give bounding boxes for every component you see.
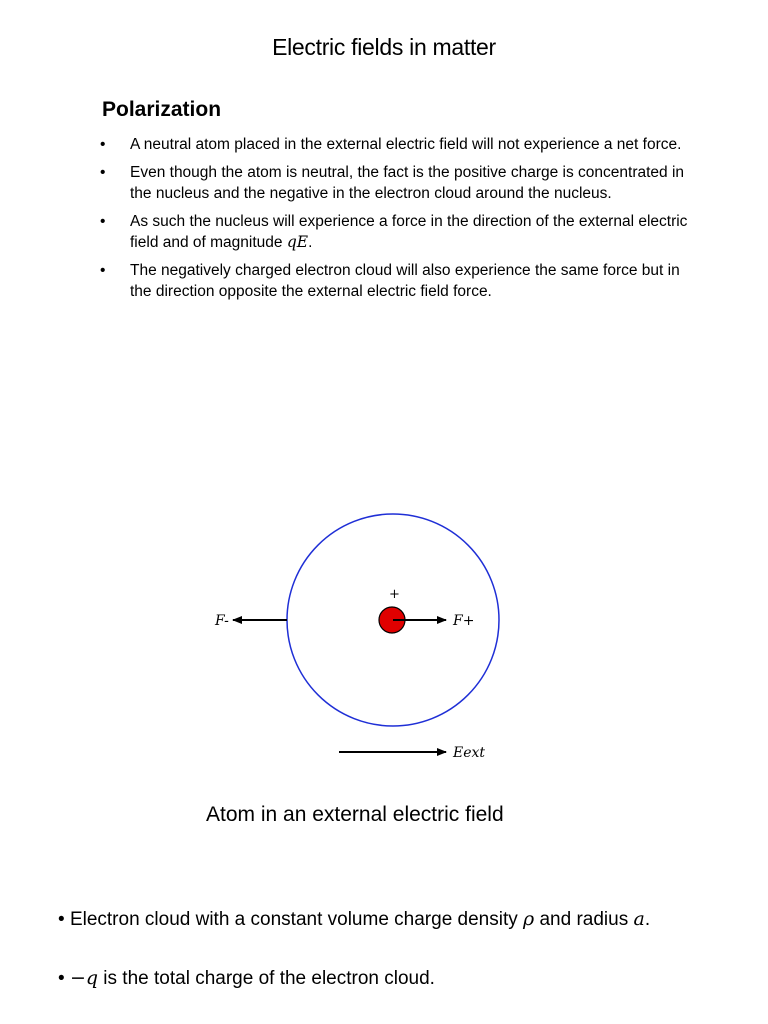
math-a: a (633, 908, 645, 930)
bullet-text: As such the nucleus will experience a force in the direction of the external electric field and of magnitude (130, 213, 688, 251)
f-plus-label: F+ (453, 613, 475, 629)
bullet-item (100, 134, 690, 155)
bullet-item (100, 211, 690, 253)
math-rho: ρ (523, 908, 535, 930)
bullet-glyph: • (100, 136, 106, 153)
bullet-item (100, 162, 690, 204)
plus-label: + (389, 587, 400, 602)
section-heading: Polarization (102, 98, 222, 121)
note-text-mid: and radius (534, 909, 634, 930)
note-item (58, 906, 758, 933)
polarization-bullets (100, 134, 690, 309)
diagram-caption: Atom in an external electric field (206, 803, 504, 826)
note-text: is the total charge of the electron cloud. (98, 968, 435, 989)
bullet-glyph: • (100, 213, 106, 230)
math-neg-q: −q (69, 967, 99, 989)
f-minus-label: F- (215, 613, 229, 629)
note-item (58, 965, 758, 992)
notes-list (58, 906, 758, 1024)
bullet-text-end: . (308, 234, 313, 251)
bullet-text: Even though the atom is neutral, the fact is the positive charge is concentrated in the nucleus and the negative in the electron cloud around the nucleus. (130, 164, 685, 202)
bullet-glyph: • (100, 164, 106, 181)
atom-diagram (200, 500, 540, 780)
note-text: Electron cloud with a constant volume charge density (69, 909, 524, 930)
bullet-glyph: • (58, 968, 65, 989)
bullet-text: The negatively charged electron cloud will also experience the same force but in the direction opposite the external electric field force. (130, 262, 680, 300)
page-title: Electric fields in matter (272, 34, 496, 60)
bullet-item (100, 260, 690, 302)
math-qe: qE (286, 233, 309, 251)
bullet-glyph: • (100, 262, 106, 279)
bullet-glyph: • (58, 909, 65, 930)
note-text-end: . (644, 909, 651, 930)
bullet-text: A neutral atom placed in the external electric field will not experience a net force. (130, 136, 682, 153)
field-label: Eext (453, 745, 486, 761)
